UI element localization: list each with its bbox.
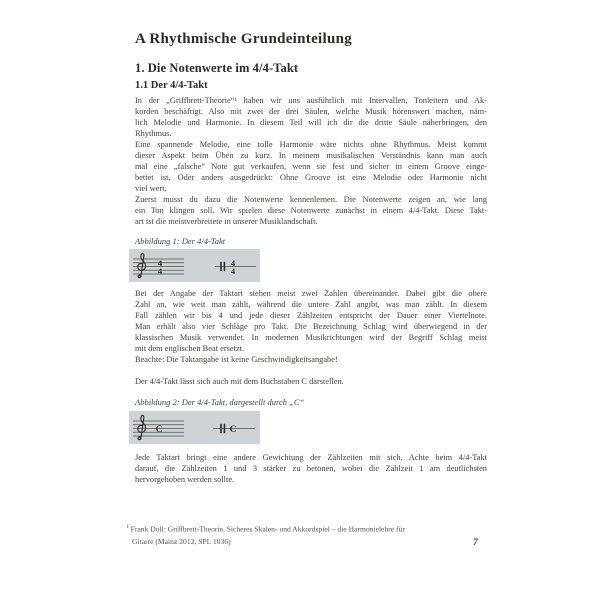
text-line: Man erhält also vier Schläge pro Takt. Die Bezeichnung Schlag wird überwiegend in der xyxy=(135,322,487,331)
intro-text xyxy=(135,95,487,227)
text-line: mit dem englischen Beat ersetzt. xyxy=(135,344,245,353)
paragraph: Der 4/4-Takt lässt sich auch mit dem Buchstaben C darstellen. xyxy=(135,377,344,386)
figure-1-caption: Abbildung 1: Der 4/4-Takt xyxy=(135,236,226,246)
footnote-line xyxy=(126,521,466,536)
subsection-heading: 1.1 Der 4/4-Takt xyxy=(135,80,208,91)
text-line: Fall zählen wir bis 4 und jede dieser Zählzeiten entspricht der Dauer einer Viertelnote. xyxy=(135,311,487,320)
music-notation-common-time xyxy=(129,411,260,444)
accent-text xyxy=(135,452,487,485)
page-number: 7 xyxy=(473,538,478,548)
text-line: art ist die meistverbreitete in unserer Musiklandschaft. xyxy=(135,217,318,226)
section-heading: 1. Die Notenwerte im 4/4-Takt xyxy=(135,61,299,75)
text-line: viel wert. xyxy=(135,184,167,193)
text-line: bettet ist. Oder anders ausgedrückt: Ohne Groove ist eine Melodie oder Harmonie nicht xyxy=(135,173,487,182)
figure-2-caption: Abbildung 2: Der 4/4-Takt, dargestellt durch „C“ xyxy=(135,397,305,407)
music-notation-4-4 xyxy=(129,249,260,282)
text-line: In der „Griffbrett-Theorie“¹ haben wir uns ausführlich mit Intervallen, Tonleitern und Ak- xyxy=(135,96,487,105)
text-line: darauf, die Zählzeiten 1 und 3 stärker zu betonen, wobei die Zählzeit 1 am deutlichsten xyxy=(135,464,487,473)
paragraph xyxy=(135,95,487,139)
text-line: mal eine „falsche“ Note gut verkaufen, wenn sie fest und sicher in einem Groove einge- xyxy=(135,162,487,171)
paragraph xyxy=(135,288,487,354)
time-signature-top: 4 xyxy=(230,258,236,269)
text-line: Zuerst musst du dazu die Notenwerte kennenlernen. Die Notenwerte zeigen an, wie lang xyxy=(135,195,487,204)
time-signature-bottom: 4 xyxy=(230,265,236,276)
figure-1-notation xyxy=(129,249,260,282)
text-line: hervorgehoben werden sollte. xyxy=(135,475,235,484)
time-signature-top: 4 xyxy=(157,258,163,269)
text-line: klassischen Musik verwendet. In modernen Musikrichtungen wird der Begriff Schlag meist xyxy=(135,333,487,342)
note-line: Beachte: Die Taktangabe ist keine Geschwindigkeitsangabe! xyxy=(135,355,338,364)
text-line: dieser Aspekt beim Üben zu kurz. In meinem musikalischen Verständnis kann man auch xyxy=(135,151,487,160)
text-line: Bei der Angabe der Taktart stehen meist zwei Zahlen übereinander. Dabei gibt die obere xyxy=(135,289,487,298)
text-line: Zahl an, wie weit man zählt, während die untere Zahl angibt, was man zählt. In diesem xyxy=(135,300,487,309)
common-time-symbol-on-line: C xyxy=(229,424,237,435)
footnote-marker: 1 xyxy=(126,524,129,530)
common-time-symbol-on-staff: C xyxy=(155,424,163,435)
text-line: Eine spannende Melodie, eine tolle Harmonie wäre nichts ohne Rhythmus. Meist kommt xyxy=(135,140,487,149)
text-line: korden beschäftigt. Also mit zwei der drei Säulen, welche Musik hörenswert machen, näm- xyxy=(135,107,487,116)
c-symbol-text xyxy=(135,376,487,387)
paragraph xyxy=(135,452,487,485)
text-line: Rhythmus. xyxy=(135,129,172,138)
time-signature-on-line xyxy=(231,258,236,276)
page-title: A Rhythmische Grundeinteilung xyxy=(135,31,353,47)
text-line: Jede Taktart bringt eine andere Gewichtung der Zählzeiten mit sich. Achte beim 4/4-Takt xyxy=(135,453,487,462)
text-line: lich Melodie und Harmonie. In diesem Teil will ich dir die dritte Säule näherbringen, den xyxy=(135,118,487,127)
footnote xyxy=(126,521,466,548)
time-signature-on-staff xyxy=(158,258,163,276)
paragraph xyxy=(135,139,487,194)
explanation-text xyxy=(135,288,487,365)
time-signature-bottom: 4 xyxy=(157,265,163,276)
text-line: ein Ton klingen soll. Wir spielen diese Notenwerte zunächst in einem 4/4-Takt. Diese Takt- xyxy=(135,206,487,215)
footnote-text: Frank Doll: Griffbrett-Theorie. Sicheres Skalen- und Akkordspiel – die Harmonielehre für xyxy=(130,524,405,534)
paragraph xyxy=(135,194,487,227)
figure-2-notation xyxy=(129,411,260,444)
footnote-line: Gitarre (Mainz 2012, SPL 1036) xyxy=(132,536,231,546)
